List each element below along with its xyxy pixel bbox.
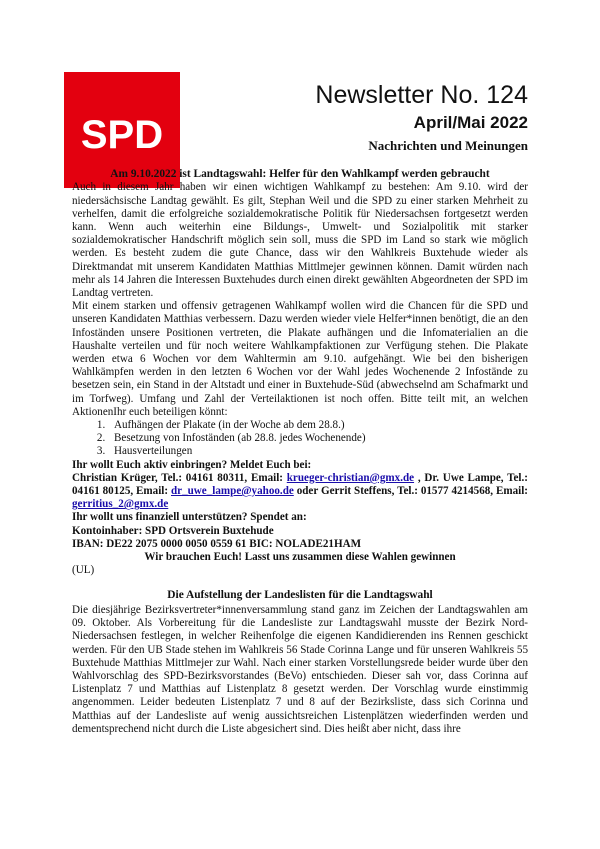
article-2-paragraph-1: Die diesjährige Bezirksvertreter*innenversammlung stand ganz im Zeichen der Landtagswahlen am 09. Oktober. Als Vorbereitung für die Landesliste zur Landtagswahl musste der Bezirk Nord-Niedersachsen festlegen, in welcher Reihenfolge die eigenen Kandidierenden ins Rennen geschickt werden. Für den UB Stade stehen im Wahlkreis 56 Stade Corinna Lange und für unseren Wahlkreis 55 Buxtehude Matthias Mittlmejer zur Wahl. Nach einer starken Vorstellungsrede beider wurde über den Wahlvorschlag des SPD-Bezirksvorstandes (BeVo) entschieden. Dieser sah vor, dass Corinna auf Listenplatz 7 und Matthias auf Listenplatz 8 gesetzt werden. Der Vorschlag wurde einstimmig angenommen. Leider bedeuten Listenplatz 7 und 8 auf der Bezirksliste, dass sich Corinna und Matthias auf der Landesliste auf wenig aussichtsreichen Listenplätzen wiederfinden werden und dementsprechend nicht durch die Liste abgesichert sind. Dies heißt aber nicht, dass ihre xyxy=(72,603,528,735)
contact-3-text: oder Gerrit Steffens, Tel.: 01577 4214568, Email: xyxy=(293,485,529,498)
article-1-paragraph-1: Auch in diesem Jahr haben wir einen wichtigen Wahlkampf zu bestehen: Am 9.10. wird der niedersächsische Landtag gewählt. Es gilt, Stephan Weil und die SPD zu einer starken Mehrheit zu verhelfen, damit die erfolgreiche sozialdemokratische Politik für Niedersachsen fortgesetzt werden kann. Wenn auch weiterhin eine Bildungs-, Umwelt- und Sozialpolitik mit starker sozialdemokratischer Handschrift möglich sein soll, muss die SPD im Land so stark wie möglich werden. Es besteht zudem die gute Chance, dass wir den Wahlkreis Buxtehude wieder als Direktmandat mit unserem Kandidaten Matthias Mittlmejer gewinnen können. Damit würden nach mehr als 14 Jahren die Interessen Buxtehudes durch einen direkt gewählten Abgeordneten der SPD im Landtag vertreten. xyxy=(72,181,528,300)
contact-2-text: , Dr. Uwe Lampe, Tel.: 04161 80125, Email: xyxy=(72,471,528,498)
helper-task-list xyxy=(72,419,528,459)
list-item: 1. Aufhängen der Plakate (in der Woche ab dem 28.8.) xyxy=(108,419,528,432)
newsletter-tagline: Nachrichten und Meinungen xyxy=(368,138,528,153)
newsletter-date: April/Mai 2022 xyxy=(413,113,528,132)
account-holder: Kontoinhaber: SPD Ortsverein Buxtehude xyxy=(72,524,274,537)
article-1-heading: Am 9.10.2022 ist Landtagswahl: Helfer für den Wahlkampf werden gebraucht xyxy=(110,168,490,180)
newsletter-title: Newsletter No. 124 xyxy=(315,81,528,109)
contact-1-text: Christian Krüger, Tel.: 04161 80311, Email: xyxy=(72,471,287,484)
logo-text: SPD xyxy=(80,113,164,157)
call-to-action: Wir brauchen Euch! Lasst uns zusammen diese Wahlen gewinnen xyxy=(144,551,456,564)
contact-details xyxy=(72,472,528,512)
newsletter-header xyxy=(315,80,528,156)
newsletter-body xyxy=(72,165,528,736)
list-item: 2. Besetzung von Infoständen (ab 28.8. jedes Wochenende) xyxy=(108,432,528,445)
email-link-krueger[interactable]: krueger-christian@gmx.de xyxy=(286,471,415,484)
donation-question: Ihr wollt uns finanziell unterstützen? Spendet an: xyxy=(72,511,307,524)
article-2-heading: Die Aufstellung der Landeslisten für die Landtagswahl xyxy=(167,588,433,601)
email-link-steffens[interactable]: gerritius_2@gmx.de xyxy=(72,498,169,511)
bank-details: IBAN: DE22 2075 0000 0050 0559 61 BIC: NOLADE21HAM xyxy=(72,537,362,550)
article-1-paragraph-2: Mit einem starken und offensiv getragenen Wahlkampf wollen wird die Chancen für die SPD und unseren Kandidaten Matthias verbessern. Dazu werden wieder viele Helfer*innen benötigt, die an den Infoständen unsere Positionen vertreten, die Plakate aufhängen und die Infomaterialien an die Haushalte verteilen und für noch weitere Wahlkampfaktionen zur Verfügung stehen. Die Plakate werden etwa 6 Wochen vor dem Wahltermin am 9.10. aufgehängt. Wie bei den bisherigen Wahlkämpfen werden in den letzten 6 Wochen vor der Wahl jedes Wochenende 2 Infostände zu besetzen sein, ein Stand in der Altstadt und einer in Buxtehude-Süd (abwechselnd am Schafmarkt und im Torfweg). Umfang und Zahl der Verteilaktionen ist noch offen. Bitte teilt mit, an welchen AktionenIhr euch beteiligen könnt: xyxy=(72,300,528,418)
author-initials: (UL) xyxy=(72,564,95,577)
email-link-lampe[interactable]: dr_uwe_lampe@yahoo.de xyxy=(170,485,294,498)
list-item: 3. Hausverteilungen xyxy=(108,445,528,458)
contact-question: Ihr wollt Euch aktiv einbringen? Meldet Euch bei: xyxy=(72,458,312,471)
